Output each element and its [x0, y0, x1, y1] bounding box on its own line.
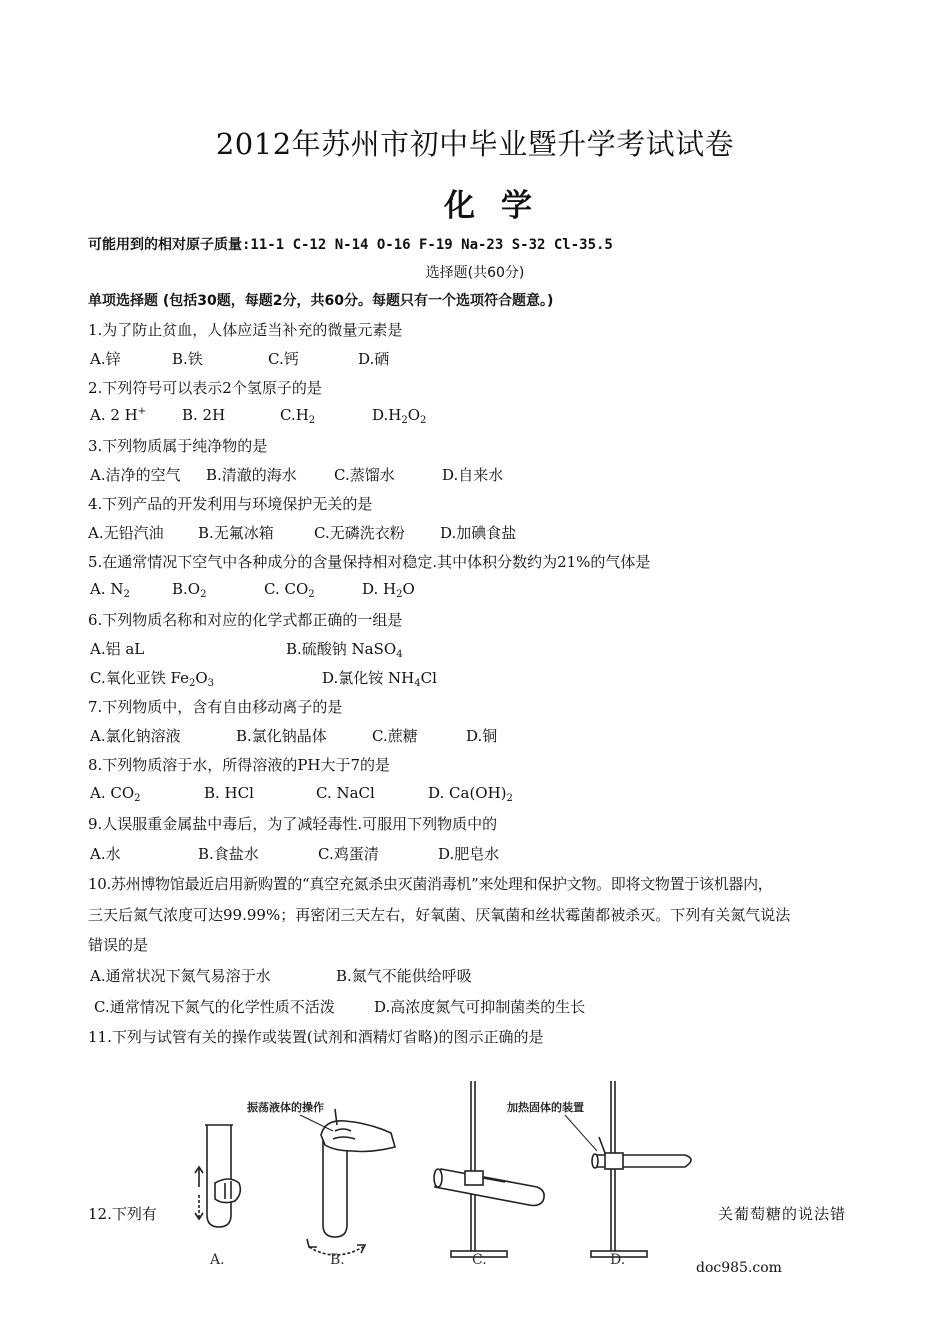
q6-option-c: C.氧化亚铁 $Fe_2O_3$ — [90, 669, 215, 689]
figure-option-d: D. — [610, 1252, 626, 1268]
figure-option-a: A. — [210, 1252, 225, 1268]
q4-option-d: D.加碘食盐 — [440, 524, 517, 542]
label-shake: 振荡液体的操作 — [247, 1101, 324, 1114]
q8-option-d: D. $Ca(OH)_2$ — [428, 784, 513, 804]
figure-d-heating-stand — [591, 1081, 691, 1257]
q7-option-d: D.铜 — [466, 727, 498, 745]
question-12-right: 关葡萄糖的说法错 — [718, 1205, 847, 1223]
q8-option-c: C. NaCl — [316, 784, 375, 802]
watermark: doc985.com — [696, 1260, 782, 1276]
q4-option-a: A.无铅汽油 — [88, 524, 164, 542]
figure-b-shaking-hand-top — [307, 1109, 395, 1255]
q9-option-b: B.食盐水 — [198, 845, 259, 863]
question-10-line-1: 10.苏州博物馆最近启用新购置的“真空充氮杀虫灭菌消毒机”来处理和保护文物。即将文物置于该机器内， — [88, 875, 773, 893]
q3-option-c: C.蒸馏水 — [334, 466, 395, 484]
q9-option-d: D.肥皂水 — [438, 845, 500, 863]
question-7: 7.下列物质中，含有自由移动离子的是 — [88, 698, 343, 716]
q5-option-a: A. $N_2$ — [90, 580, 130, 600]
q3-option-d: D.自来水 — [442, 466, 504, 484]
q7-option-b: B.氯化钠晶体 — [236, 727, 327, 745]
subject-heading: 化学 — [444, 188, 558, 224]
q9-option-a: A.水 — [90, 845, 121, 863]
q2-option-d: $D.H_2O_2$ — [372, 406, 427, 426]
q10-option-c: C.通常情况下氮气的化学性质不活泼 — [94, 998, 335, 1016]
q9-option-c: C.鸡蛋清 — [318, 845, 379, 863]
question-9: 9.人误服重金属盐中毒后，为了减轻毒性.可服用下列物质中的 — [88, 815, 498, 833]
question-4: 4.下列产品的开发利用与环境保护无关的是 — [88, 495, 373, 513]
figure-a-shaking-upright — [195, 1125, 240, 1227]
q6-option-a: A.铝 aL — [90, 640, 145, 658]
q2-option-b: B. 2H — [182, 406, 226, 424]
question-12-left: 12.下列有 — [88, 1205, 157, 1223]
question-11: 11.下列与试管有关的操作或装置(试剂和酒精灯省略)的图示正确的是 — [88, 1028, 544, 1046]
atomic-masses: 可能用到的相对原子质量:11-1 C-12 N-14 O-16 F-19 Na-23 S-32 Cl-35.5 — [88, 237, 613, 253]
q7-option-a: A.氯化钠溶液 — [90, 727, 181, 745]
q7-option-c: C.蔗糖 — [372, 727, 418, 745]
question-3: 3.下列物质属于纯净物的是 — [88, 437, 268, 455]
instructions: 单项选择题 (包括30题，每题2分，共60分。每题只有一个选项符合题意。) — [88, 293, 554, 309]
q3-option-b: B.清澈的海水 — [206, 466, 297, 484]
q1-option-b: B.铁 — [172, 350, 203, 368]
q4-option-c: C.无磷洗衣粉 — [314, 524, 405, 542]
q10-option-a: A.通常状况下氮气易溶于水 — [90, 967, 271, 985]
test-tube-figure — [185, 1075, 705, 1275]
question-6: 6.下列物质名称和对应的化学式都正确的一组是 — [88, 611, 403, 629]
question-10-line-2: 三天后氮气浓度可达99.99%；再密闭三天左右，好氧菌、厌氧菌和丝状霉菌都被杀灭。下列有关氮气说法 — [88, 906, 791, 924]
q8-option-a: A. $CO_2$ — [90, 784, 141, 804]
label-heat: 加热固体的装置 — [507, 1101, 584, 1114]
question-2: 2.下列符号可以表示2个氢原子的是 — [88, 379, 322, 397]
q5-option-c: C. $CO_2$ — [264, 580, 315, 600]
figure-option-b: B. — [330, 1252, 345, 1268]
question-5: 5.在通常情况下空气中各种成分的含量保持相对稳定.其中体积分数约为21%的气体是 — [88, 553, 651, 571]
q5-option-b: $B.O_2$ — [172, 580, 207, 600]
question-1: 1.为了防止贫血，人体应适当补充的微量元素是 — [88, 321, 403, 339]
q1-option-d: D.硒 — [358, 350, 390, 368]
q6-option-d: D.氯化铵 $NH_4Cl$ — [322, 669, 437, 689]
q3-option-a: A.洁净的空气 — [90, 466, 181, 484]
q5-option-d: D. $H_2O$ — [362, 580, 415, 600]
q6-option-b: B.硫酸钠 NaSO$_4$ — [286, 640, 403, 660]
q10-option-d: D.高浓度氮气可抑制菌类的生长 — [374, 998, 586, 1016]
q8-option-b: B. HCl — [204, 784, 254, 802]
q2-option-a: A. 2 H+ — [90, 406, 147, 424]
q1-option-a: A.锌 — [90, 350, 121, 368]
figure-option-c: C. — [472, 1252, 487, 1268]
question-10-line-3: 错误的是 — [88, 936, 149, 954]
q4-option-b: B.无氟冰箱 — [198, 524, 274, 542]
q2-option-c: $C.H_2$ — [280, 406, 316, 426]
q10-option-b: B.氮气不能供给呼吸 — [336, 967, 472, 985]
question-8: 8.下列物质溶于水，所得溶液的PH大于7的是 — [88, 756, 391, 774]
q1-option-c: C.钙 — [268, 350, 299, 368]
exam-title: 2012年苏州市初中毕业暨升学考试试卷 — [215, 127, 735, 161]
section-heading: 选择题(共60分) — [425, 265, 525, 281]
